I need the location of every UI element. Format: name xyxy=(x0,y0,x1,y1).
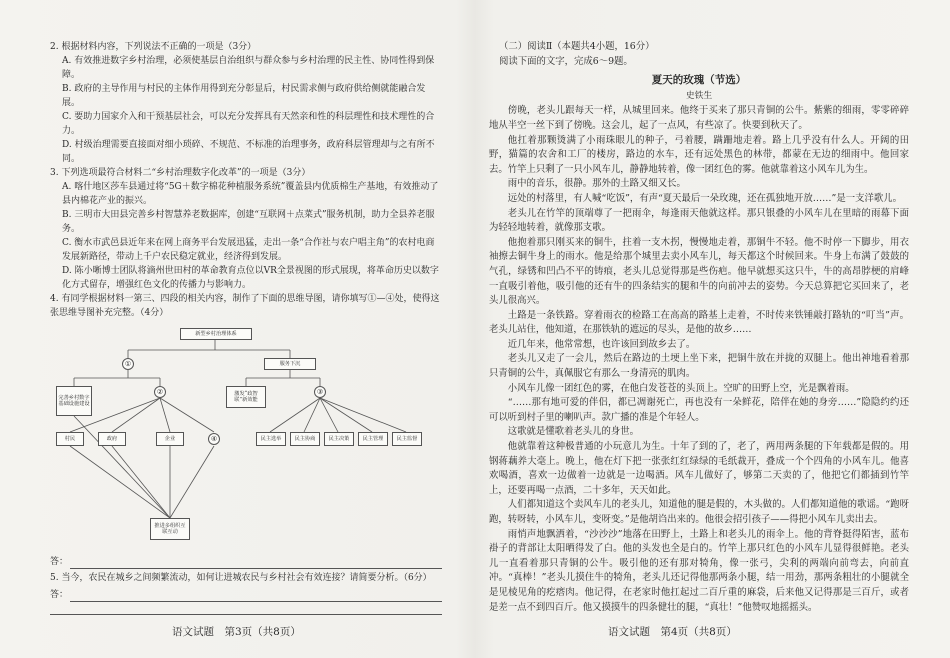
mind-map-management: 民主管理 xyxy=(358,432,388,446)
passage-paragraph: 小风车儿像一团红色的雾，在他白发苍苍的头顶上。空旷的田野上空，光是飘着雨。 xyxy=(507,382,855,394)
reading-instruction: 阅读下面的文字，完成6～9题。 xyxy=(499,55,633,67)
passage-title: 夏天的玫瑰（节选） xyxy=(651,74,747,87)
q2-stem: 2. 根据材料内容，下列说法不正确的一项是（3分） xyxy=(50,42,257,52)
mind-map-enterprise: 企业 xyxy=(156,432,184,446)
passage-paragraph: 傍晚，老头儿跟每天一样，从城里回来。他终于买来了那只青铜的公牛。紫紫的细雨，零零碎碎地从半空一丝下到了傍晚。这会儿，起了一点风，有些凉了。快要到秋天了。 xyxy=(489,105,909,131)
q5-answer-line[interactable] xyxy=(50,588,442,602)
reading-heading: （二）阅读Ⅱ（本题共4小题，16分） xyxy=(499,41,655,52)
passage-paragraph: 雨悄声地飘洒着，“沙沙沙”地落在田野上，土路上和老头儿的雨伞上。他的背脊挺得陌害，蓝布褂子的背部让太阳晒得发了白。他的头发也全是白的。竹竿上那只红色的小风车儿显得很鲜艳。老头儿一直看着那只青铜的公牛。吸引他的还有那对犄角，像一张弓，尖利的两端向前弯去，向前直冲。“真棒！”老头儿摸住牛的犄角，老头儿还记得他那两条小腿，结一用劲，那两条粗壮的小腿就全是见棱见角的疙瘩肉。他记得，在老家时他扛起过二百斤重的麻袋，后来他又记得那是三百斤，或者是差一点不到四百斤。他又摸摸牛的四条健壮的腿，“真壮！”他赞叹地摇摇头。 xyxy=(489,528,909,613)
mind-map-government: 政府 xyxy=(98,432,126,446)
mind-map-blank-4: ④ xyxy=(208,433,220,445)
passage-paragraph: 人们都知道这个卖风车儿的老头儿，知道他的腿是假的，木头做的。人们都知道他的歌谣。“跑呀跑，转呀转，小风车儿，变呀变。”是他胡诌出来的。他很会招引孩子——得把小风车儿卖出去。 xyxy=(489,499,909,525)
q3-option-a: A. 喀什地区莎车县通过将“5G＋数字棉花种植服务系统”覆盖县内优质棉生产基地，有效推动了县内棉花产业的振兴。 xyxy=(62,182,439,206)
mind-map-villager: 村民 xyxy=(56,432,84,446)
q2-option-d: D. 村级治理需要直接面对细小琐碎、不规范、不标准的治理事务，政府科层管理却与之有所不同。 xyxy=(62,140,435,164)
passage-author: 史铁生 xyxy=(685,90,713,101)
q3-option-d: D. 陈小晰博士团队将滴州世田村的革命教育点位以VR全景视图的形式展现，将革命历史以数字化方式留存，增强红色文化的传播力与影响力。 xyxy=(62,266,439,290)
mind-map-mid-leaf: 激发“政智联”新效能 xyxy=(226,386,266,408)
q4-stem: 4. 有同学根据材料一第三、四段的相关内容，制作了下面的思维导图，请你填写①—④处，使得这张思维导图补充完整。（4分） xyxy=(50,294,440,318)
passage-paragraph: 远处的村落里，有人喊“吃饭”，有声“夏天最后一朵玫瑰，还在孤独地开放……”是一支洋歌儿。 xyxy=(507,192,902,204)
q2-option-c: C. 要助力国家介入和干预基层社会，可以充分发挥具有天然亲和性的科层理性和技术理性的合力。 xyxy=(62,112,435,136)
right-page xyxy=(489,40,909,615)
q5-answer-label: 答： xyxy=(50,590,69,600)
mind-map-blank-1: ① xyxy=(122,358,134,370)
mind-map-service: 服务下沉 xyxy=(264,358,316,370)
passage-paragraph: 他就靠着这种极普通的小玩意儿为生。十年了到的了，老了，两用两条腿的下年载都是假的。用钢蒋藕养大毫上。晚上，他在灯下把一张张红红绿绿的毛纸裁开，叠成一个个四角的小风车儿。他喜欢喝酒，喜欢一边做着一边就是一边喝酒。风车儿做好了，够第二天卖的了，他把它们都插到竹竿上，还要再喝一点酒，二十多年，天天如此。 xyxy=(489,441,909,496)
mind-map-consultation: 民主协商 xyxy=(290,432,320,446)
mind-map xyxy=(50,322,442,552)
q2-option-a: A. 有效推进数字乡村治理，必须使基层自治组织与群众参与乡村治理的民主性、协同性得到保障。 xyxy=(62,56,435,80)
q2-option-b: B. 政府的主导作用与村民的主体作用得到充分彰显后，村民需求侧与政府供给侧就能融合发展。 xyxy=(62,84,426,108)
q5-stem: 5. 当今，农民在城乡之间频繁流动，如何让进城农民与乡村社会有效连接？请简要分析。（6分） xyxy=(50,573,432,583)
q3-option-b: B. 三明市大田县完善乡村智慧养老数据库，创建“互联网＋点菜式”服务机制，助力全县养老服务。 xyxy=(62,210,435,234)
passage-paragraph: “……那有地可爱的伴侣，都已凋谢死亡，再也没有一朵鲜花，陪伴在她的身旁……”隐隐约约还可以听到村子里的喇叭声。款广播的准是个年轻人。 xyxy=(489,397,909,423)
passage-paragraph: 这歌就是懂歌着老头儿的身世。 xyxy=(507,426,640,438)
q3-option-c: C. 衡水市武邑县近年来在网上商务平台发展迅猛，走出一条“合作社与农户唱主角”的农村电商发展新路径，带动上千户农民稳定就业，经济得到发展。 xyxy=(62,238,435,262)
right-footer: 语文试题 第4页（共8页） xyxy=(608,626,737,638)
mind-map-bottom-center: 推进多组织互联互动 xyxy=(150,518,190,540)
q3-stem: 3. 下列选项最符合材料二“乡村治理数字化改革”的一项是（3分） xyxy=(50,168,311,178)
q4-answer-label: 答： xyxy=(50,557,69,567)
passage-body xyxy=(489,104,909,615)
mind-map-left-leaf: 完善乡村数字基础设施建设 xyxy=(56,386,92,416)
mind-map-election: 民主选举 xyxy=(256,432,286,446)
passage-paragraph: 他抱着那只刚买来的铜牛，拄着一支木拐，慢慢地走着，那铜牛不轻。他不时停一下脚步，用衣袖擦去铜牛身上的雨水。他是给那个城里去卖小风车儿，每天都这个时候回来。牛身上布满了鼓鼓的气孔，绿锈和凹凸不平的铸痕，老头儿总觉得那是些伤疤。他早就想买这只牛，牛的高昂脖梗的肩峰一直吸引着他，吸引他的还有牛的四条结实的腿和牛的向前冲去的姿势。今天总算把它买回来了，老头儿很高兴。 xyxy=(489,236,909,307)
mind-map-root: 新型乡村治理体系 xyxy=(180,328,252,340)
mind-map-decision: 民主决策 xyxy=(324,432,354,446)
mind-map-blank-2: ② xyxy=(154,386,166,398)
left-page xyxy=(50,40,442,615)
q4-answer-line[interactable] xyxy=(50,555,442,569)
passage-paragraph: 土路是一条铁路。穿着雨衣的检路工在高高的路基上走着，不时传来铁锤敲打路轨的“叮当”声。老头儿站住，他知道，在那铁轨的遮远的尽头，是他的故乡…… xyxy=(489,309,909,336)
passage-paragraph: 老头儿又走了一会儿，然后在路边的土埂上坐下来，把铜牛放在并拢的双腿上。他出神地看着那只青铜的公牛，真佩服它有那么一身清亮的肌肉。 xyxy=(489,353,909,380)
passage-paragraph: 他扛着那颗烫满了小雨珠眼儿的种子，弓着腰，蹒跚地走着。路上几乎没有什么人。开阔的田野，猫篇的农舍和工厂的楼房，路边的水车，还有远处黑色的林带，都蒙在无边的细雨中。他回家去。竹竿上只剩了一只小风车儿，静静地转着，像一团红色的雾。他就靠着这小风车儿为生。 xyxy=(489,134,909,175)
passage-paragraph: 老头儿在竹竿的顶端尊了一把雨伞，每逢雨天他就这样。那只银叠的小风车儿在里暗的雨幕下面为轻轻地转着，就像那支歌。 xyxy=(489,207,909,234)
mind-map-blank-3: ③ xyxy=(314,386,326,398)
left-footer: 语文试题 第3页（共8页） xyxy=(172,626,301,638)
mind-map-supervision: 民主监督 xyxy=(392,432,422,446)
passage-paragraph: 近几年来，他常常想，也许该回到故乡去了。 xyxy=(507,338,696,350)
passage-paragraph: 雨中的音乐，很静。那外的土路又细又长。 xyxy=(507,178,686,190)
q5-answer-line-2[interactable] xyxy=(50,602,442,615)
